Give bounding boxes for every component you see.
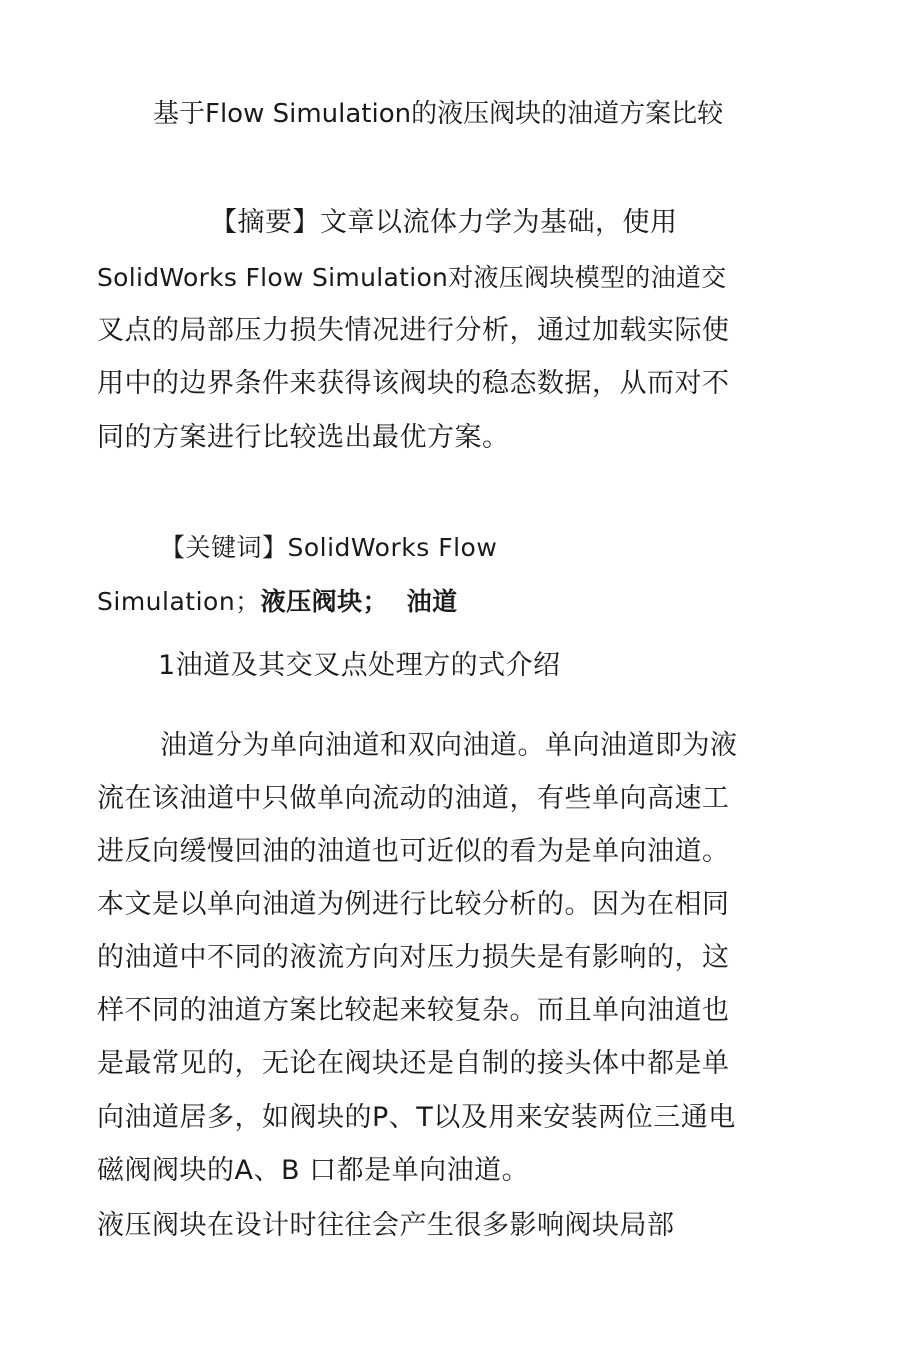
body-line: 进反向缓慢回油的油道也可近似的看为是单向油道。 — [97, 836, 730, 867]
body-line: 磁阀阀块的A、B 口都是单向油道。 — [97, 1155, 530, 1186]
abstract-line: 【摘要】文章以流体力学为基础，使用 — [210, 207, 678, 238]
body-line: 本文是以单向油道为例进行比较分析的。因为在相同 — [97, 889, 730, 920]
body-line: 液压阀块在设计时往往会产生很多影响阀块局部 — [97, 1210, 675, 1241]
body-line: 是最常见的，无论在阀块还是自制的接头体中都是单 — [97, 1048, 730, 1079]
keywords-line — [97, 585, 458, 619]
body-line: 样不同的油道方案比较起来较复杂。而且单向油道也 — [97, 995, 730, 1026]
body-line: 向油道居多，如阀块的P、T以及用来安装两位三通电 — [97, 1102, 736, 1133]
body-line: 油道分为单向油道和双向油道。单向油道即为液 — [160, 730, 738, 761]
keywords-terms: 液压阀块； 油道 — [260, 587, 458, 616]
body-line: 的油道中不同的液流方向对压力损失是有影响的，这 — [97, 942, 730, 973]
abstract-line: SolidWorks Flow Simulation对液压阀块模型的油道交 — [97, 263, 727, 292]
body-line: 流在该油道中只做单向流动的油道，有些单向高速工 — [97, 783, 730, 814]
abstract-line: 用中的边界条件来获得该阀块的稳态数据，从而对不 — [97, 368, 730, 399]
abstract-line: 同的方案进行比较选出最优方案。 — [97, 422, 510, 453]
abstract-line: 叉点的局部压力损失情况进行分析，通过加载实际使 — [97, 315, 730, 346]
section-heading: 1油道及其交叉点处理方的式介绍 — [158, 650, 561, 681]
document-title: 基于Flow Simulation的液压阀块的油道方案比较 — [153, 99, 724, 129]
keywords-line: 【关键词】SolidWorks Flow — [160, 533, 498, 562]
keywords-label: Simulation； — [97, 587, 261, 616]
